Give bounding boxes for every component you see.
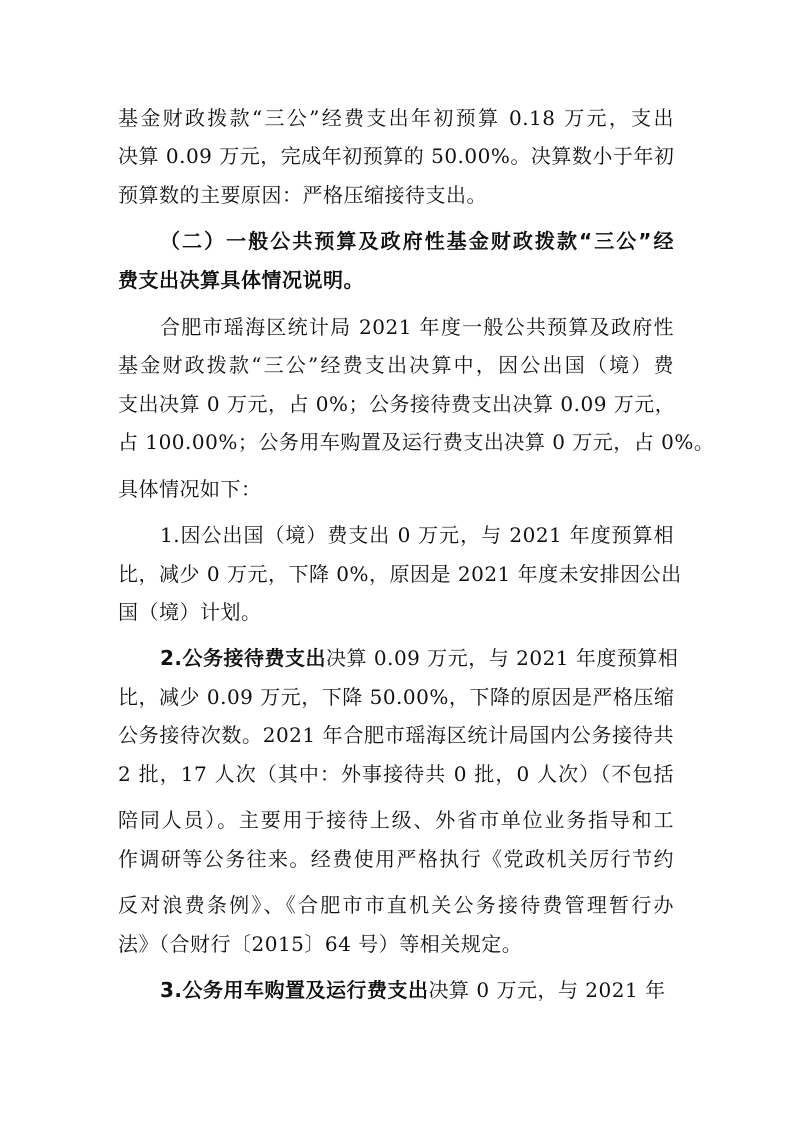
paragraph-line: 基金财政拨款“三公”经费支出决算中，因公出国（境）费 — [118, 353, 674, 377]
paragraph-line — [160, 646, 678, 670]
paragraph-line: 具体情况如下： — [118, 477, 262, 501]
section-heading: 费支出决算具体情况说明。 — [118, 268, 364, 292]
paragraph-line: 法》（合财行〔2015〕64 号）等相关规定。 — [118, 932, 523, 956]
item-text: 决算 0.09 万元，与 2021 年度预算相 — [326, 646, 679, 670]
item-heading: 3.公务用车购置及运行费支出 — [160, 978, 429, 1002]
section-heading: （二）一般公共预算及政府性基金财政拨款“三公”经 — [160, 229, 674, 253]
paragraph-line: 陪同人员）。主要用于接待上级、外省市单位业务指导和工 — [118, 808, 674, 832]
paragraph-line: 1.因公出国（境）费支出 0 万元，与 2021 年度预算相 — [160, 523, 674, 547]
item-text: 决算 0 万元，与 2021 年 — [428, 978, 666, 1002]
paragraph-line: 反对浪费条例》、《合肥市市直机关公务接待费管理暂行办 — [118, 893, 674, 917]
item-heading: 2.公务接待费支出 — [160, 646, 327, 670]
paragraph-line — [160, 978, 666, 1002]
paragraph-line: 比，减少 0.09 万元，下降 50.00%，下降的原因是严格压缩 — [118, 685, 675, 709]
paragraph-line: 2 批，17 人次（其中：外事接待共 0 批，0 人次）（不包括 — [118, 762, 674, 786]
paragraph-line: 作调研等公务往来。经费使用严格执行《党政机关厉行节约 — [118, 847, 674, 871]
paragraph-line: 支出决算 0 万元，占 0%；公务接待费支出决算 0.09 万元， — [118, 392, 676, 416]
paragraph-line: 公务接待次数。2021 年合肥市瑶海区统计局国内公务接待共 — [118, 723, 674, 747]
paragraph-line: 预算数的主要原因：严格压缩接待支出。 — [118, 183, 487, 207]
paragraph-line: 国（境）计划。 — [118, 600, 262, 624]
paragraph-line: 占 100.00%；公务用车购置及运行费支出决算 0 万元，占 0%。 — [118, 430, 715, 454]
paragraph-line: 基金财政拨款“三公”经费支出年初预算 0.18 万元，支出 — [118, 106, 674, 130]
paragraph-line: 决算 0.09 万元，完成年初预算的 50.00%。决算数小于年初 — [118, 144, 675, 168]
paragraph-line: 合肥市瑶海区统计局 2021 年度一般公共预算及政府性 — [160, 315, 674, 339]
paragraph-line: 比，减少 0 万元，下降 0%，原因是 2021 年度未安排因公出 — [118, 562, 682, 586]
